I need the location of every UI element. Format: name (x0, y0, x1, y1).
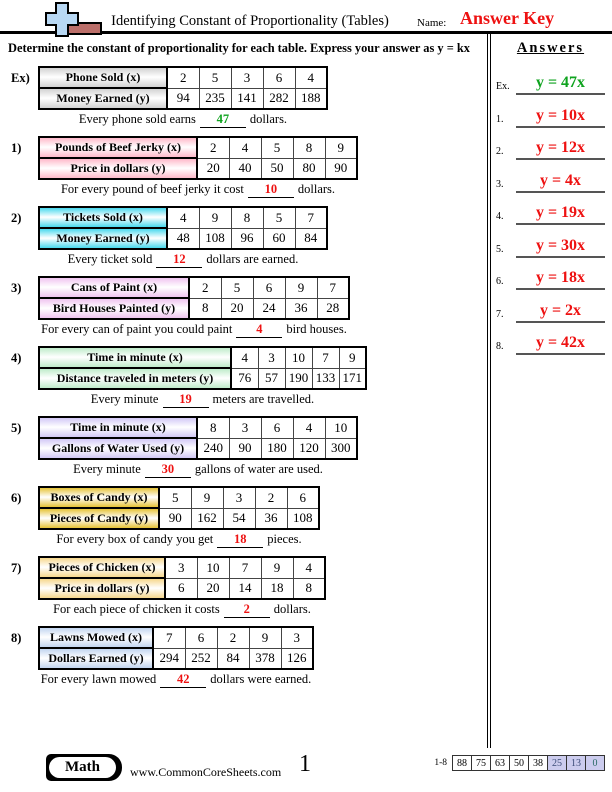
x-value-cell: 6 (263, 67, 295, 88)
x-row-header: Pounds of Beef Jerky (x) (39, 137, 197, 158)
answer-value: y = 47x (516, 74, 605, 95)
answers-heading: Answers (516, 40, 585, 56)
y-value-cell: 14 (229, 578, 261, 599)
problem-number: 3) (11, 281, 22, 295)
x-value-cell: 7 (312, 347, 339, 368)
y-value-cell: 190 (285, 368, 312, 389)
answer-value: y = 30x (516, 237, 605, 258)
problem-8 (11, 626, 487, 688)
x-value-cell: 9 (199, 207, 231, 228)
x-row (39, 417, 357, 438)
y-row (39, 648, 313, 669)
y-value-cell: 24 (253, 298, 285, 319)
x-value-cell: 4 (293, 557, 325, 578)
x-value-cell: 6 (261, 417, 293, 438)
y-value-cell: 162 (191, 508, 223, 529)
x-row (39, 207, 327, 228)
answer-value: y = 42x (516, 334, 605, 355)
score-cell: 25 (547, 755, 567, 771)
x-row-header: Tickets Sold (x) (39, 207, 167, 228)
answer-value: y = 12x (516, 139, 605, 160)
fill-in-sentence (38, 462, 358, 478)
answer-row-8 (496, 334, 605, 355)
fill-in-answer: 47 (200, 112, 246, 128)
x-value-cell: 3 (258, 347, 285, 368)
y-row-header: Pieces of Candy (y) (39, 508, 159, 529)
x-row (39, 627, 313, 648)
x-value-cell: 3 (281, 627, 313, 648)
fill-in-answer: 30 (145, 462, 191, 478)
proportionality-table (38, 346, 367, 390)
fill-in-answer: 19 (163, 392, 209, 408)
y-value-cell: 60 (263, 228, 295, 249)
x-value-cell: 9 (339, 347, 366, 368)
x-row (39, 67, 327, 88)
answer-key-label: Answer Key (460, 8, 555, 28)
x-value-cell: 7 (229, 557, 261, 578)
sentence-after: dollars. (273, 602, 311, 616)
x-value-cell: 4 (293, 417, 325, 438)
problem-body (38, 66, 328, 128)
answer-row-7 (496, 302, 605, 323)
y-row-header: Price in dollars (y) (39, 578, 165, 599)
x-value-cell: 3 (165, 557, 197, 578)
y-row-header: Bird Houses Painted (y) (39, 298, 189, 319)
y-row (39, 298, 349, 319)
answer-number: 3. (496, 178, 504, 190)
sentence-before: For every can of paint you could paint (41, 322, 233, 336)
fill-in-answer: 18 (217, 532, 263, 548)
y-value-cell: 141 (231, 88, 263, 109)
score-range-label: 1-8 (434, 758, 447, 768)
problem-number: 1) (11, 141, 22, 155)
x-row (39, 487, 319, 508)
problem-4 (11, 346, 487, 408)
y-value-cell: 8 (293, 578, 325, 599)
proportionality-table (38, 486, 320, 530)
sentence-before: For each piece of chicken it costs (53, 602, 220, 616)
answer-number: 6. (496, 276, 504, 287)
sentence-after: gallons of water are used. (194, 462, 323, 476)
y-row-header: Price in dollars (y) (39, 158, 197, 179)
y-row-header: Money Earned (y) (39, 228, 167, 249)
x-value-cell: 6 (185, 627, 217, 648)
x-value-cell: 3 (229, 417, 261, 438)
problem-1 (11, 136, 487, 198)
x-row-header: Pieces of Chicken (x) (39, 557, 165, 578)
fill-in-answer: 42 (160, 672, 206, 688)
y-value-cell: 378 (249, 648, 281, 669)
y-value-cell: 96 (231, 228, 263, 249)
score-cell: 38 (528, 755, 548, 771)
name-label: Name: (417, 17, 447, 29)
y-value-cell: 50 (261, 158, 293, 179)
answer-value: y = 10x (516, 107, 605, 128)
answer-number: 2. (496, 146, 504, 157)
answer-row-1 (496, 107, 605, 128)
problem-3 (11, 276, 487, 338)
proportionality-table (38, 416, 358, 460)
y-value-cell: 20 (197, 578, 229, 599)
y-value-cell: 54 (223, 508, 255, 529)
proportionality-table (38, 276, 350, 320)
problem-number: 7) (11, 561, 22, 575)
answer-value: y = 2x (516, 302, 605, 323)
problems-column (0, 34, 487, 748)
x-value-cell: 9 (249, 627, 281, 648)
y-value-cell: 108 (287, 508, 319, 529)
answer-row-3 (496, 172, 605, 193)
x-value-cell: 5 (263, 207, 295, 228)
y-row (39, 368, 366, 389)
plus-minus-logo-icon (42, 1, 104, 43)
y-value-cell: 18 (261, 578, 293, 599)
sentence-before: For every pound of beef jerky it cost (60, 182, 244, 196)
answer-number: 1. (496, 113, 504, 125)
y-value-cell: 90 (325, 158, 357, 179)
y-row (39, 578, 325, 599)
y-value-cell: 171 (339, 368, 366, 389)
y-value-cell: 240 (197, 438, 229, 459)
x-value-cell: 6 (287, 487, 319, 508)
y-value-cell: 108 (199, 228, 231, 249)
x-value-cell: 5 (221, 277, 253, 298)
x-value-cell: 6 (253, 277, 285, 298)
answer-number: Ex. (496, 81, 510, 92)
x-value-cell: 5 (159, 487, 191, 508)
proportionality-table (38, 206, 328, 250)
y-value-cell: 36 (255, 508, 287, 529)
x-row (39, 557, 325, 578)
problem-number: 2) (11, 211, 22, 225)
x-row (39, 277, 349, 298)
score-cell: 63 (490, 755, 510, 771)
subject-badge (46, 754, 122, 781)
y-value-cell: 180 (261, 438, 293, 459)
problem-body (38, 346, 367, 408)
x-row-header: Phone Sold (x) (39, 67, 167, 88)
y-row-header: Gallons of Water Used (y) (39, 438, 197, 459)
answer-value: y = 19x (516, 204, 605, 225)
x-value-cell: 2 (197, 137, 229, 158)
x-value-cell: 4 (167, 207, 199, 228)
answer-row-5 (496, 237, 605, 258)
answer-value: y = 18x (516, 269, 605, 290)
proportionality-table (38, 626, 314, 670)
main-area (0, 34, 612, 748)
score-bar (434, 755, 605, 771)
sentence-before: For every box of candy you get (56, 532, 214, 546)
x-value-cell: 9 (261, 557, 293, 578)
y-row (39, 438, 357, 459)
sentence-before: Every ticket sold (67, 252, 153, 266)
answer-number: 8. (496, 341, 504, 352)
problem-number: 6) (11, 491, 22, 505)
sentence-before: For every lawn mowed (40, 672, 157, 686)
x-row-header: Cans of Paint (x) (39, 277, 189, 298)
y-value-cell: 36 (285, 298, 317, 319)
x-value-cell: 9 (325, 137, 357, 158)
problem-5 (11, 416, 487, 478)
y-value-cell: 94 (167, 88, 199, 109)
proportionality-table (38, 136, 358, 180)
fill-in-answer: 4 (236, 322, 282, 338)
y-value-cell: 300 (325, 438, 357, 459)
problem-number: 4) (11, 351, 22, 365)
x-value-cell: 7 (317, 277, 349, 298)
sentence-after: dollars were earned. (210, 672, 312, 686)
x-value-cell: 2 (167, 67, 199, 88)
x-value-cell: 9 (191, 487, 223, 508)
score-cell: 50 (509, 755, 529, 771)
y-value-cell: 252 (185, 648, 217, 669)
x-row-header: Boxes of Candy (x) (39, 487, 159, 508)
x-row (39, 137, 357, 158)
problem-2 (11, 206, 487, 268)
x-row-header: Lawns Mowed (x) (39, 627, 153, 648)
sentence-after: dollars. (249, 112, 288, 126)
page-header (0, 0, 612, 34)
x-value-cell: 8 (197, 417, 229, 438)
fill-in-sentence (38, 532, 320, 548)
sentence-before: Every phone sold earns (78, 112, 196, 126)
x-value-cell: 10 (285, 347, 312, 368)
x-row-header: Time in minute (x) (39, 417, 197, 438)
x-value-cell: 10 (197, 557, 229, 578)
y-row-header: Dollars Earned (y) (39, 648, 153, 669)
proportionality-table (38, 66, 328, 110)
x-value-cell: 4 (231, 347, 258, 368)
sentence-after: bird houses. (286, 322, 347, 336)
y-value-cell: 28 (317, 298, 349, 319)
problem-ex (11, 66, 487, 128)
sentence-after: dollars. (297, 182, 336, 196)
score-cell: 88 (452, 755, 472, 771)
y-value-cell: 57 (258, 368, 285, 389)
x-value-cell: 8 (293, 137, 325, 158)
problem-number: 8) (11, 631, 22, 645)
y-value-cell: 76 (231, 368, 258, 389)
problem-body (38, 556, 326, 618)
instruction-text: Determine the constant of proportionality for each table. Express your answer as y = kx (8, 41, 470, 55)
score-cell: 0 (585, 755, 605, 771)
x-value-cell: 9 (285, 277, 317, 298)
fill-in-sentence (38, 182, 358, 198)
problem-body (38, 416, 358, 478)
score-cell: 13 (566, 755, 586, 771)
answer-row-2 (496, 139, 605, 160)
x-value-cell: 2 (189, 277, 221, 298)
x-value-cell: 4 (295, 67, 327, 88)
y-row-header: Distance traveled in meters (y) (39, 368, 231, 389)
y-row-header: Money Earned (y) (39, 88, 167, 109)
problem-number: Ex) (11, 71, 30, 85)
score-cell: 75 (471, 755, 491, 771)
problem-6 (11, 486, 487, 548)
y-value-cell: 84 (295, 228, 327, 249)
y-value-cell: 133 (312, 368, 339, 389)
proportionality-table (38, 556, 326, 600)
x-value-cell: 5 (261, 137, 293, 158)
problem-body (38, 136, 358, 198)
problem-7 (11, 556, 487, 618)
answer-value: y = 4x (516, 172, 605, 193)
y-row (39, 228, 327, 249)
x-row (39, 347, 366, 368)
fill-in-answer: 10 (248, 182, 294, 198)
fill-in-answer: 2 (224, 602, 270, 618)
answer-number: 4. (496, 211, 504, 222)
answer-number: 7. (496, 308, 504, 320)
y-value-cell: 120 (293, 438, 325, 459)
y-value-cell: 20 (221, 298, 253, 319)
x-value-cell: 2 (217, 627, 249, 648)
x-value-cell: 2 (255, 487, 287, 508)
sentence-after: pieces. (267, 532, 302, 546)
y-value-cell: 80 (293, 158, 325, 179)
x-value-cell: 5 (199, 67, 231, 88)
answer-row-4 (496, 204, 605, 225)
fill-in-sentence (38, 602, 326, 618)
sentence-after: meters are travelled. (212, 392, 315, 406)
problem-body (38, 486, 320, 548)
y-value-cell: 20 (197, 158, 229, 179)
fill-in-answer: 12 (156, 252, 202, 268)
problem-number: 5) (11, 421, 22, 435)
y-value-cell: 235 (199, 88, 231, 109)
x-value-cell: 10 (325, 417, 357, 438)
y-value-cell: 84 (217, 648, 249, 669)
website-text: www.CommonCoreSheets.com (130, 765, 282, 779)
answers-column (487, 34, 612, 748)
y-row (39, 508, 319, 529)
y-value-cell: 40 (229, 158, 261, 179)
fill-in-sentence (38, 112, 328, 128)
y-value-cell: 126 (281, 648, 313, 669)
x-value-cell: 7 (295, 207, 327, 228)
y-value-cell: 282 (263, 88, 295, 109)
problem-list (0, 66, 487, 688)
y-value-cell: 294 (153, 648, 185, 669)
x-row-header: Time in minute (x) (39, 347, 231, 368)
x-value-cell: 7 (153, 627, 185, 648)
x-value-cell: 4 (229, 137, 261, 158)
x-value-cell: 3 (223, 487, 255, 508)
y-value-cell: 8 (189, 298, 221, 319)
sentence-before: Every minute (90, 392, 159, 406)
sentence-before: Every minute (73, 462, 141, 476)
y-value-cell: 188 (295, 88, 327, 109)
y-value-cell: 48 (167, 228, 199, 249)
worksheet-title: Identifying Constant of Proportionality (Tables) (111, 13, 389, 29)
page-number: 1 (299, 751, 311, 777)
y-value-cell: 90 (159, 508, 191, 529)
page-footer (0, 748, 612, 792)
fill-in-sentence (38, 672, 314, 688)
problem-body (38, 206, 328, 268)
problem-body (38, 276, 350, 338)
fill-in-sentence (38, 392, 367, 408)
answer-number: 5. (496, 243, 504, 255)
problem-body (38, 626, 314, 688)
answer-row-6 (496, 269, 605, 290)
fill-in-sentence (38, 252, 328, 268)
subject-label: Math (49, 757, 116, 778)
x-value-cell: 3 (231, 67, 263, 88)
y-value-cell: 6 (165, 578, 197, 599)
y-row (39, 88, 327, 109)
y-value-cell: 90 (229, 438, 261, 459)
fill-in-sentence (38, 322, 350, 338)
sentence-after: dollars are earned. (206, 252, 299, 266)
answer-row-ex (496, 74, 605, 95)
y-row (39, 158, 357, 179)
x-value-cell: 8 (231, 207, 263, 228)
